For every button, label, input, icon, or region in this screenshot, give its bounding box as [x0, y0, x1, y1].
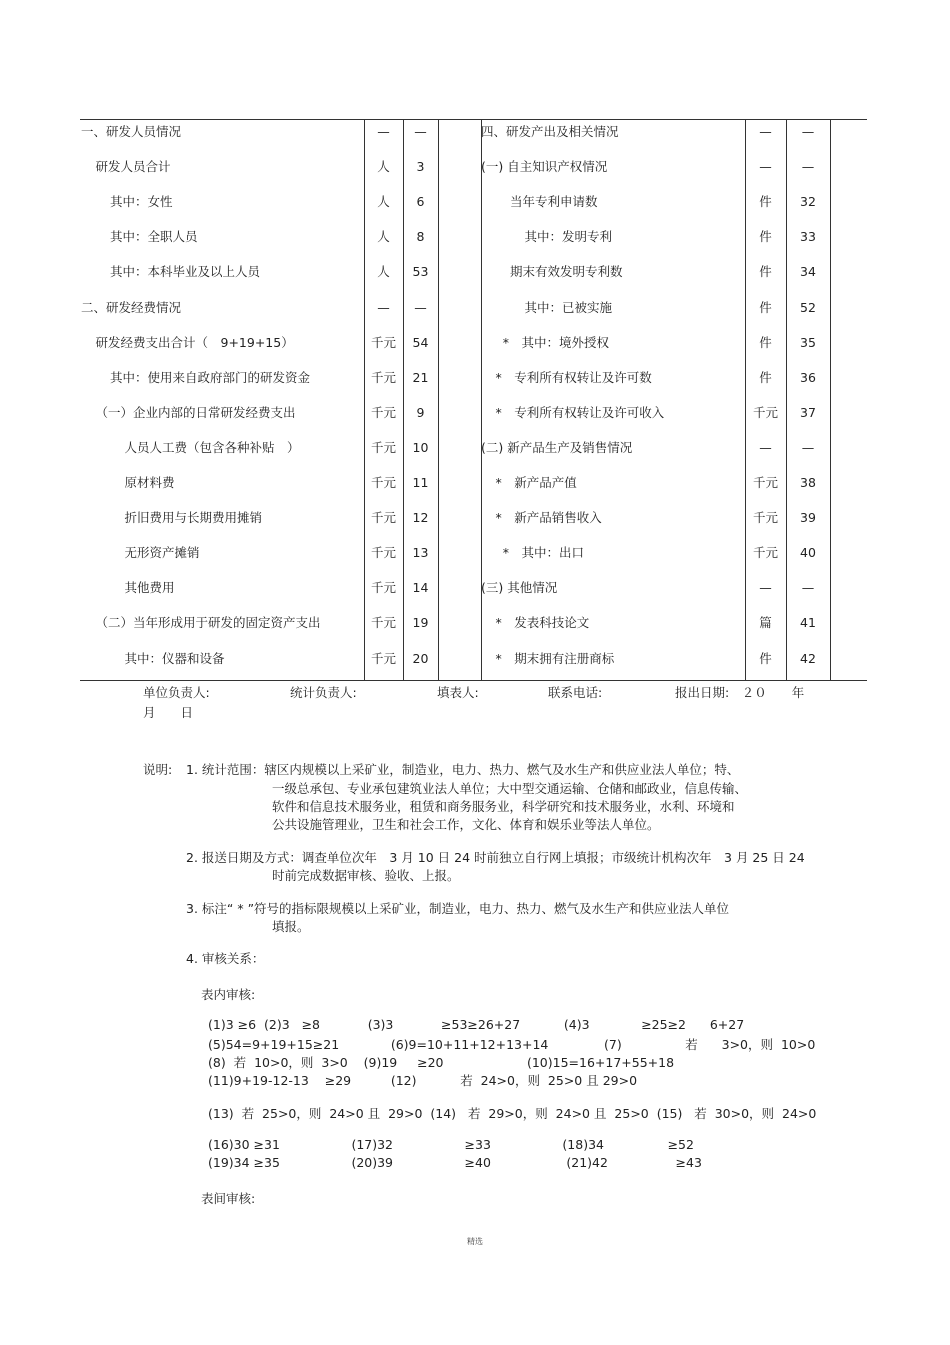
right-row-unit: —: [759, 124, 772, 139]
month-day-label: 月 日: [143, 705, 194, 720]
left-row-label: 二、研发经费情况: [81, 299, 182, 315]
right-row-code: 40: [800, 545, 816, 561]
note-1-line-1: 1. 统计范围：辖区内规模以上采矿业，制造业，电力、热力、燃气及水生产和供应业法人单位；特、: [186, 762, 740, 777]
right-row-unit: —: [759, 159, 772, 175]
left-row-unit: 千元: [370, 545, 396, 561]
left-row-unit: 千元: [370, 334, 396, 350]
right-row-label: * 专利所有权转让及许可数: [495, 369, 652, 385]
right-row-code: 32: [800, 194, 816, 210]
left-row-unit: 千元: [370, 475, 396, 490]
between-check-title: 表间审核:: [201, 1191, 256, 1206]
rule-line: (5)54=9+19+15≥21 (6)9=10+11+12+13+14 (7) 若 3>0，则 10>0: [208, 1037, 816, 1052]
right-row-label: 其中：已被实施: [524, 299, 613, 315]
filler-label: 填表人:: [437, 685, 479, 700]
right-row-unit: 件: [759, 369, 772, 385]
right-row-label: 四、研发产出及相关情况: [481, 124, 619, 139]
right-row-label: * 发表科技论文: [495, 615, 590, 631]
right-row-label: * 其中：出口: [502, 545, 585, 561]
left-row-label: 折旧费用与长期费用摊销: [124, 510, 263, 526]
right-row-unit: 千元: [752, 545, 778, 561]
right-row-unit: 篇: [759, 615, 772, 631]
right-row-unit: 件: [759, 650, 772, 666]
left-row-unit: 人: [377, 229, 390, 245]
left-row-code: —: [414, 299, 427, 315]
rule-line: (8) 若 10>0，则 3>0 (9)19 ≥20 (10)15=16+17+55+18: [208, 1055, 675, 1070]
page-footer: 精选: [467, 1237, 483, 1246]
right-row-code: —: [801, 439, 815, 455]
right-row-label: (一) 自主知识产权情况: [481, 159, 608, 175]
left-row-label: 无形资产摊销: [124, 545, 200, 561]
left-row-unit: 人: [377, 159, 390, 175]
right-row-code: 35: [800, 334, 816, 350]
right-row-code: —: [801, 580, 815, 596]
left-row-label: 其中：使用来自政府部门的研发资金: [110, 369, 311, 385]
left-row-label: 其中：女性: [110, 194, 173, 210]
note-3-line-2: 填报。: [272, 919, 310, 934]
right-row-label: * 新产品产值: [495, 475, 577, 490]
left-row-unit: 千元: [370, 580, 396, 596]
col-divider: [438, 119, 439, 680]
right-row-code: 36: [800, 369, 816, 385]
right-row-unit: —: [759, 580, 772, 596]
left-row-unit: 千元: [370, 510, 396, 526]
left-row-unit: 千元: [370, 650, 396, 666]
right-row-code: 37: [800, 404, 816, 420]
rule-line: (1)3 ≥6 (2)3 ≥8 (3)3 ≥53≥26+27 (4)3 ≥25≥2 6+27: [208, 1017, 745, 1032]
note-1-line-3: 软件和信息技术服务业，租赁和商务服务业，科学研究和技术服务业，水利、环境和: [272, 799, 735, 814]
right-row-unit: 千元: [752, 510, 778, 526]
col-divider: [830, 119, 831, 680]
right-row-unit: 件: [759, 334, 772, 350]
right-row-label: (二) 新产品生产及销售情况: [481, 439, 633, 455]
left-row-code: 9: [416, 404, 425, 420]
left-row-code: 21: [412, 369, 429, 385]
right-row-code: —: [801, 159, 815, 175]
right-row-unit: —: [759, 439, 772, 455]
left-row-code: 10: [412, 439, 429, 455]
right-row-unit: 件: [759, 299, 772, 315]
left-row-code: 6: [416, 194, 425, 210]
left-row-code: 20: [412, 650, 429, 666]
left-row-label: 其他费用: [124, 580, 175, 596]
right-row-code: 33: [800, 229, 816, 245]
right-row-unit: 千元: [752, 475, 778, 490]
right-row-label: * 期末拥有注册商标: [495, 650, 615, 666]
right-row-label: (三) 其他情况: [481, 580, 558, 596]
left-row-unit: 千元: [370, 369, 396, 385]
left-row-code: 53: [412, 264, 429, 280]
unit-head-label: 单位负责人:: [143, 685, 210, 700]
stat-head-label: 统计负责人:: [290, 685, 357, 700]
right-row-label: 其中：发明专利: [524, 229, 613, 245]
table-top-border: [80, 119, 867, 120]
inner-check-title: 表内审核:: [201, 987, 256, 1002]
left-row-label: 一、研发人员情况: [81, 124, 182, 139]
left-row-code: 12: [412, 510, 429, 526]
right-row-label: * 专利所有权转让及许可收入: [495, 404, 665, 420]
note-4-title: 4. 审核关系：: [186, 951, 265, 966]
right-row-unit: 千元: [752, 404, 778, 420]
left-row-unit: —: [377, 299, 390, 315]
right-row-label: * 新产品销售收入: [495, 510, 602, 526]
right-row-code: 39: [800, 510, 816, 526]
left-row-unit: 人: [377, 264, 390, 280]
right-row-code: 38: [800, 475, 816, 490]
right-row-code: 42: [800, 650, 816, 666]
rule-line: (13) 若 25>0，则 24>0 且 29>0 (14) 若 29>0，则 24>0 且 25>0 (15) 若 30>0，则 24>0: [208, 1106, 817, 1121]
left-row-label: 其中：仪器和设备: [124, 650, 225, 666]
report-date-label: 报出日期: ２０ 年: [675, 685, 805, 700]
left-row-code: 11: [412, 475, 429, 490]
note-2-line-2: 时前完成数据审核、验收、上报。: [272, 868, 460, 883]
right-row-unit: 件: [759, 194, 772, 210]
left-row-unit: 千元: [370, 404, 396, 420]
note-1-line-2: 一级总承包、专业承包建筑业法人单位；大中型交通运输、仓储和邮政业，信息传输、: [272, 781, 748, 796]
right-row-label: 期末有效发明专利数: [510, 264, 623, 280]
left-row-label: （二）当年形成用于研发的固定资产支出: [95, 615, 321, 631]
right-row-code: 34: [800, 264, 816, 280]
left-row-code: 54: [412, 334, 429, 350]
right-row-label: * 其中：境外授权: [502, 334, 610, 350]
phone-label: 联系电话:: [548, 685, 603, 700]
right-row-code: —: [801, 124, 815, 139]
left-row-code: 14: [412, 580, 429, 596]
left-row-unit: 人: [377, 194, 390, 210]
left-row-unit: —: [377, 124, 390, 139]
right-row-code: 52: [800, 299, 816, 315]
note-2-line-1: 2. 报送日期及方式：调查单位次年 3 月 10 日 24 时前独立自行网上填报；市级统计机构次年 3 月 25 日 24: [186, 850, 805, 865]
left-row-code: —: [414, 124, 427, 139]
notes-title: 说明:: [143, 762, 173, 777]
left-row-unit: 千元: [370, 615, 396, 631]
left-row-label: 其中：本科毕业及以上人员: [110, 264, 261, 280]
right-row-unit: 件: [759, 264, 772, 280]
right-row-label: 当年专利申请数: [510, 194, 598, 210]
left-row-label: 人员人工费（包含各种补贴 ）: [124, 439, 300, 455]
left-row-label: 原材料费: [124, 475, 175, 490]
left-row-label: （一）企业内部的日常研发经费支出: [95, 404, 296, 420]
left-row-label: 其中：全职人员: [110, 229, 198, 245]
right-row-unit: 件: [759, 229, 772, 245]
rule-line: (16)30 ≥31 (17)32 ≥33 (18)34 ≥52: [208, 1137, 694, 1152]
left-row-label: 研发经费支出合计（ 9+19+15）: [95, 334, 294, 350]
left-row-code: 13: [412, 545, 429, 561]
note-1-line-4: 公共设施管理业，卫生和社会工作，文化、体育和娱乐业等法人单位。: [272, 817, 660, 832]
rule-line: (11)9+19-12-13 ≥29 (12) 若 24>0，则 25>0 且 29>0: [208, 1073, 638, 1088]
left-row-code: 3: [416, 159, 425, 175]
left-row-unit: 千元: [370, 439, 396, 455]
right-row-code: 41: [800, 615, 816, 631]
left-row-label: 研发人员合计: [95, 159, 171, 175]
rule-line: (19)34 ≥35 (20)39 ≥40 (21)42 ≥43: [208, 1155, 702, 1170]
note-3-line-1: 3. 标注“ * ”符号的指标限规模以上采矿业，制造业，电力、热力、燃气及水生产和供应业法人单位: [186, 901, 730, 916]
left-row-code: 8: [416, 229, 425, 245]
left-row-code: 19: [412, 615, 429, 631]
